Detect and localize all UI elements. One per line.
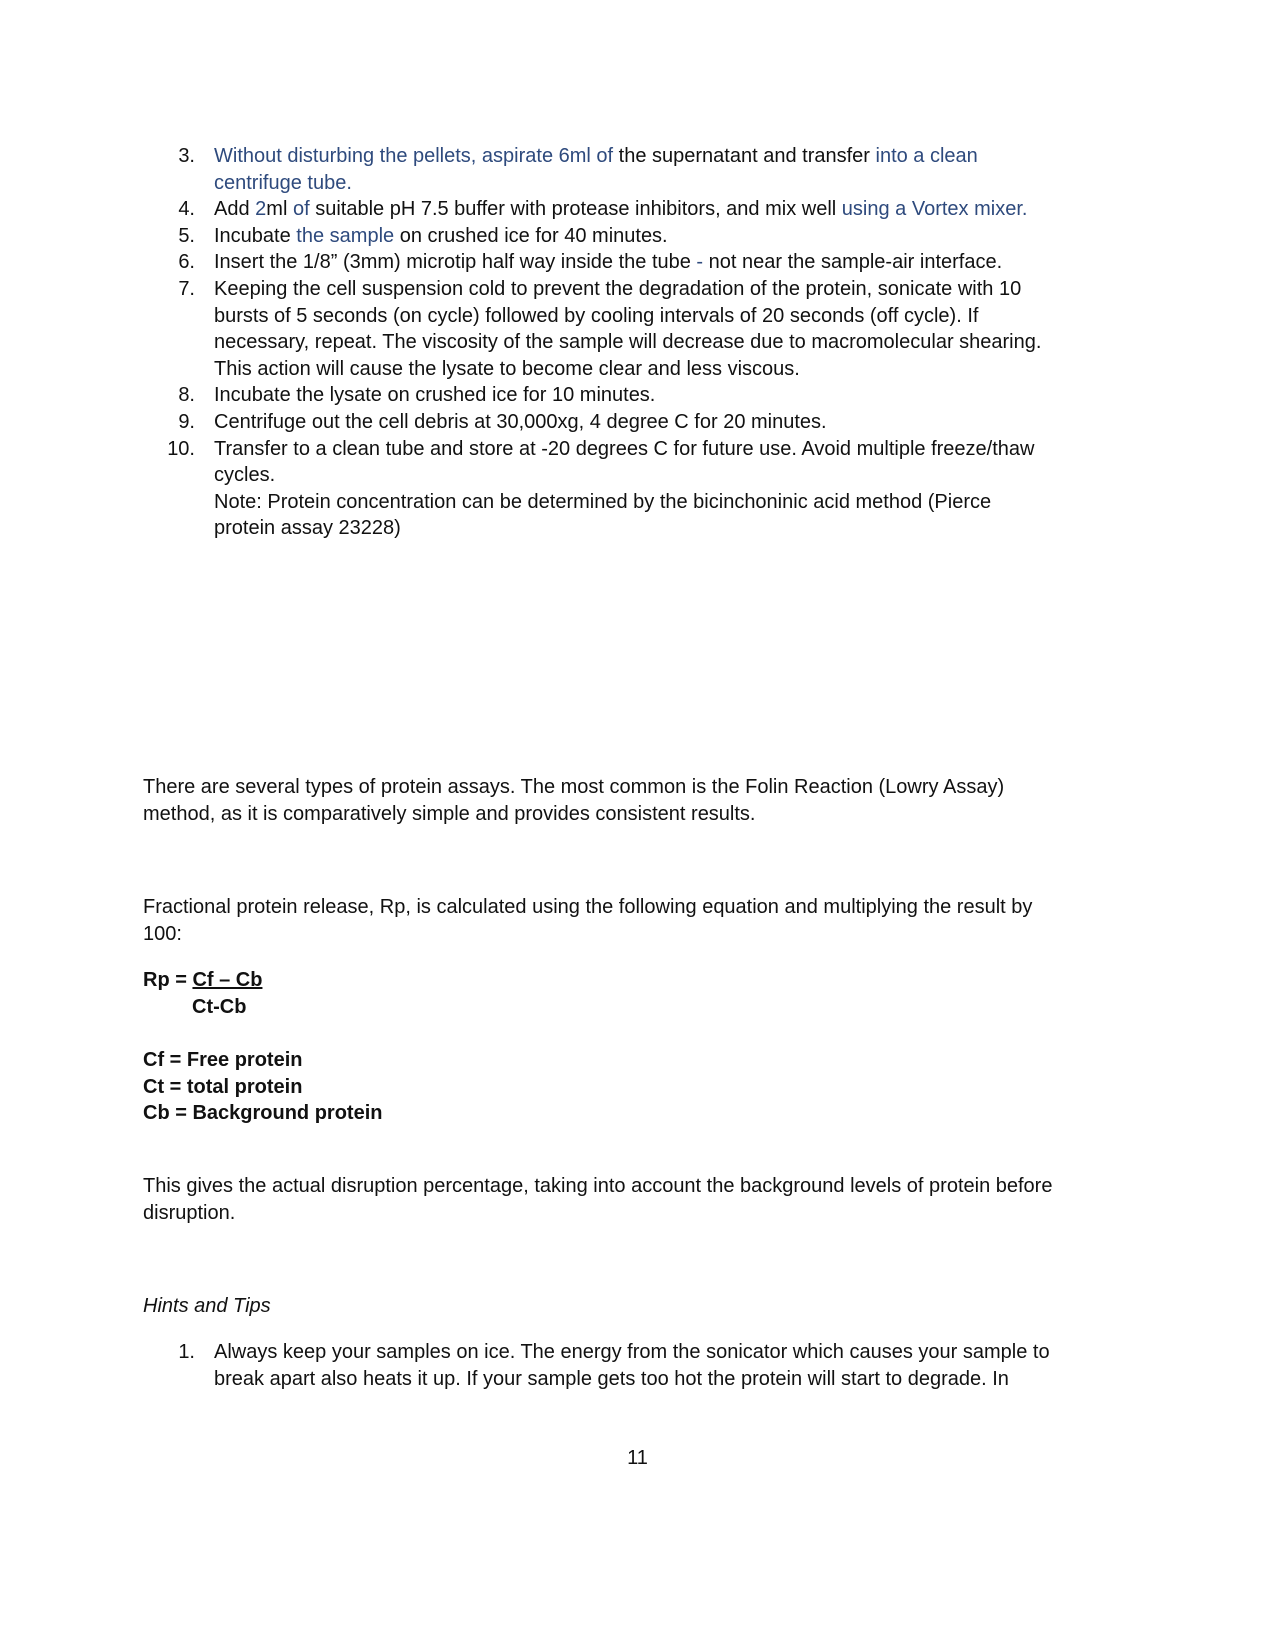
step-text-line bbox=[214, 169, 352, 197]
step-text-segment: necessary, repeat. The viscosity of the sample will decrease due to macromolecular shearing. bbox=[214, 331, 1042, 354]
step-text-line bbox=[214, 195, 1027, 223]
step-text-line bbox=[214, 514, 401, 542]
step-text-segment: Incubate the lysate on crushed ice for 10 minutes. bbox=[214, 384, 656, 407]
equation-denominator: Ct-Cb bbox=[192, 996, 247, 1018]
step-number: 9. bbox=[178, 411, 195, 433]
step-text-segment: Keeping the cell suspension cold to prevent the degradation of the protein, sonicate with 10 bbox=[214, 278, 1022, 300]
step-text-highlight: - bbox=[696, 251, 704, 274]
step-text-line bbox=[214, 435, 1034, 463]
hint-line: Always keep your samples on ice. The energy from the sonicator which causes your sample to bbox=[214, 1341, 1050, 1363]
step-text-segment: This action will cause the lysate to become clear and less viscous. bbox=[214, 357, 800, 380]
disruption-paragraph-line: This gives the actual disruption percentage, taking into account the background levels of protein before bbox=[143, 1175, 1053, 1197]
step-text-line bbox=[214, 248, 1002, 276]
step-text-segment: Incubate bbox=[214, 224, 297, 247]
fractional-paragraph-line: 100: bbox=[143, 923, 182, 945]
step-text-line bbox=[214, 355, 800, 383]
step-text-segment: Insert the 1/8” (3mm) microtip half way inside the tube bbox=[214, 251, 697, 274]
step-text-segment: not near the sample-air interface. bbox=[703, 251, 1003, 274]
step-number: 10. bbox=[167, 437, 195, 460]
step-text-segment: Centrifuge out the cell debris at 30,000xg, 4 degree C for 20 minutes. bbox=[214, 411, 827, 433]
fractional-paragraph-line: Fractional protein release, Rp, is calculated using the following equation and multiplying the result by bbox=[143, 896, 1033, 918]
step-text-segment: Add bbox=[214, 198, 256, 221]
step-text-segment: on crushed ice for 40 minutes. bbox=[394, 224, 668, 247]
step-text-segment: Note: Protein concentration can be determined by the bicinchoninic acid method (Pierce bbox=[214, 490, 992, 513]
step-text-highlight: Without disturbing the pellets, aspirate 6ml of bbox=[214, 145, 619, 167]
step-text-segment: Transfer to a clean tube and store at -20 degrees C for future use. Avoid multiple freeze/thaw bbox=[214, 437, 1035, 460]
disruption-paragraph-line: disruption. bbox=[143, 1202, 236, 1224]
step-text-segment: cycles. bbox=[214, 464, 276, 487]
step-text-segment: bursts of 5 seconds (on cycle) followed by cooling intervals of 20 seconds (off cycle). If bbox=[214, 304, 979, 327]
hint-number: 1. bbox=[178, 1341, 195, 1363]
step-text-segment: suitable pH 7.5 buffer with protease inhibitors, and mix well bbox=[315, 198, 842, 221]
step-number: 4. bbox=[178, 198, 195, 221]
step-text-highlight: centrifuge tube. bbox=[214, 171, 352, 194]
step-text-line bbox=[214, 222, 668, 250]
step-number: 7. bbox=[178, 278, 195, 300]
assays-paragraph-line: There are several types of protein assays. The most common is the Folin Reaction (Lowry Assay) bbox=[143, 776, 1005, 798]
step-text-line bbox=[214, 408, 827, 436]
step-text-highlight: of bbox=[292, 198, 316, 221]
assays-paragraph-line: method, as it is comparatively simple and provides consistent results. bbox=[143, 803, 756, 825]
step-text-highlight: the sample bbox=[296, 224, 395, 247]
step-text-highlight: into a clean bbox=[875, 145, 978, 167]
equation-numerator: Cf – Cb bbox=[192, 969, 263, 991]
definition-background-protein: Cb = Background protein bbox=[143, 1102, 383, 1124]
equation-lhs: Rp = bbox=[143, 969, 193, 991]
step-text-line bbox=[214, 142, 978, 170]
definition-free-protein: Cf = Free protein bbox=[143, 1049, 303, 1071]
step-number: 8. bbox=[178, 384, 195, 407]
step-text-line bbox=[214, 381, 655, 409]
step-number: 3. bbox=[178, 145, 195, 167]
hint-line: break apart also heats it up. If your sample gets too hot the protein will start to degrade. In bbox=[214, 1368, 1009, 1390]
step-text-line bbox=[214, 461, 275, 489]
step-text-segment: ml bbox=[266, 198, 293, 221]
step-text-segment: the supernatant and transfer bbox=[618, 145, 876, 167]
page-number: 11 bbox=[627, 1447, 648, 1469]
hints-heading: Hints and Tips bbox=[143, 1295, 271, 1317]
definition-total-protein: Ct = total protein bbox=[143, 1076, 303, 1098]
step-text-highlight: 2 bbox=[255, 198, 267, 221]
step-text-line bbox=[214, 302, 978, 330]
step-text-line bbox=[214, 275, 1021, 303]
step-text-highlight: using a Vortex mixer. bbox=[841, 198, 1028, 221]
step-text-line bbox=[214, 488, 991, 516]
step-text-segment: protein assay 23228) bbox=[214, 517, 401, 540]
step-number: 6. bbox=[178, 251, 195, 274]
step-text-line bbox=[214, 328, 1041, 356]
step-number: 5. bbox=[178, 224, 195, 247]
